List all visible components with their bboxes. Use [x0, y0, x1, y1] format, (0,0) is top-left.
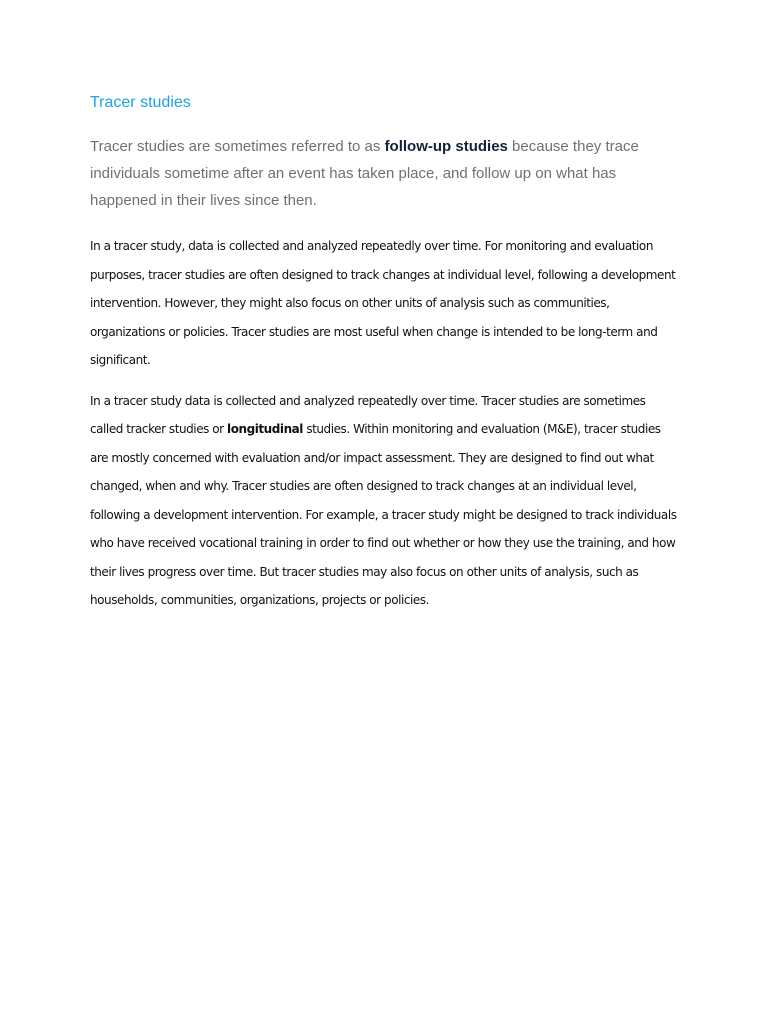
intro-paragraph	[90, 133, 680, 214]
body-paragraph-2	[90, 387, 680, 615]
section-heading: Tracer studies	[90, 94, 191, 111]
paragraph2-bold-term: longitudinal	[227, 422, 303, 436]
intro-text-before: Tracer studies are sometimes referred to as	[90, 138, 385, 155]
intro-text-after: because they trace individuals sometime after an event has taken place, and follow up on what has happened in their lives since then.	[90, 138, 639, 209]
paragraph2-text-before: In a tracer study data is collected and analyzed repeatedly over time. Tracer studies are sometimes called tracker studies or	[90, 393, 646, 436]
document-page	[90, 92, 680, 627]
body-paragraph-1: In a tracer study, data is collected and analyzed repeatedly over time. For monitoring and evaluation purposes, tracer studies are often designed to track changes at individual level, following a development intervention. However, they might also focus on other units of analysis such as communities, organizations or policies. Tracer studies are most useful when change is intended to be long-term and significant.	[90, 239, 676, 367]
paragraph2-text-after: studies. Within monitoring and evaluation (M&E), tracer studies are mostly concerned with evaluation and/or impact assessment. They are designed to find out what changed, when and why. Tracer studies are often designed to track changes at an individual level, following a development intervention. For example, a tracer study might be designed to track individuals who have received vocational training in order to find out whether or how they use the training, and how their lives progress over time. But tracer studies may also focus on other units of analysis, such as households, communities, organizations, projects or policies.	[90, 422, 677, 607]
intro-bold-term: follow-up studies	[384, 138, 508, 155]
